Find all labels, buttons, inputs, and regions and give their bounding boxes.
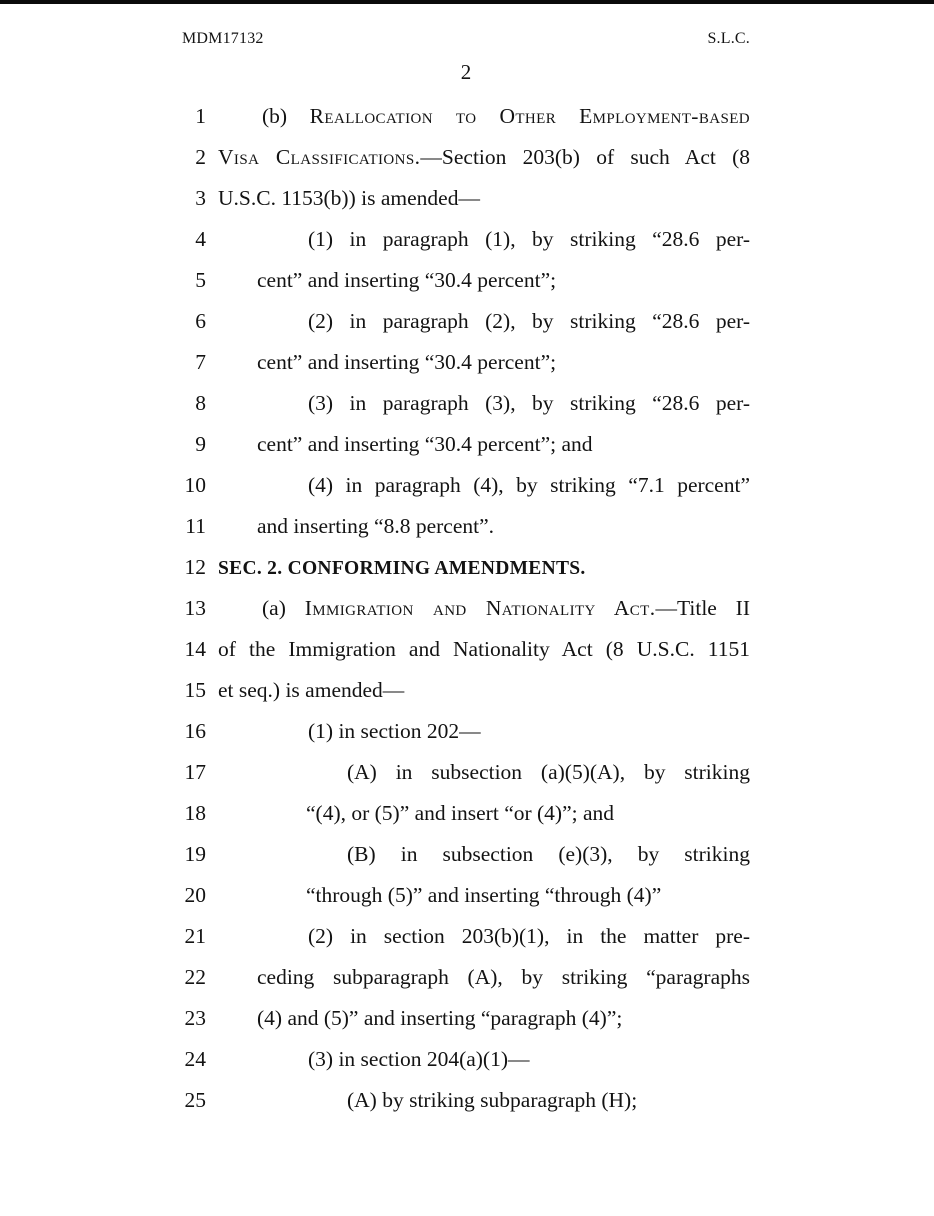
line-number: 7 (195, 350, 206, 374)
body-text: “(4), or (5)” and insert “or (4)”; and (306, 801, 615, 825)
line-text (257, 424, 750, 465)
body-text: (2) in paragraph (2), by striking “28.6 per- (308, 309, 750, 333)
line-number: 22 (184, 965, 206, 989)
bill-line (182, 383, 750, 424)
body-text: cent” and inserting “30.4 percent”; and (257, 432, 593, 456)
section-heading-text: SEC. 2. CONFORMING AMENDMENTS. (218, 558, 586, 579)
line-text (218, 178, 750, 219)
line-number: 6 (195, 309, 206, 333)
bill-line (182, 998, 750, 1039)
office-code: S.L.C. (707, 30, 750, 47)
bill-line (182, 342, 750, 383)
line-text (308, 916, 750, 957)
line-text (306, 875, 750, 916)
line-number: 5 (195, 268, 206, 292)
document-code: MDM17132 (182, 30, 264, 47)
body-text: “through (5)” and inserting “through (4)” (306, 883, 662, 907)
body-text: (B) in subsection (e)(3), by striking (347, 842, 750, 866)
line-text (257, 260, 750, 301)
line-number: 4 (195, 227, 206, 251)
body-text: cent” and inserting “30.4 percent”; (257, 268, 557, 292)
body-text: et seq.) is amended— (218, 678, 405, 702)
line-number: 11 (185, 514, 206, 538)
line-text (218, 629, 750, 670)
bill-line (182, 506, 750, 547)
line-number: 23 (184, 1006, 206, 1030)
body-text: U.S.C. 1153(b)) is amended— (218, 186, 480, 210)
bill-line (182, 424, 750, 465)
line-number: 16 (184, 719, 206, 743)
line-number: 17 (184, 760, 206, 784)
line-text (257, 998, 750, 1039)
body-text: (1) in section 202— (308, 719, 481, 743)
bill-line (182, 260, 750, 301)
line-text (308, 1039, 750, 1080)
line-number: 20 (184, 883, 206, 907)
bill-line (182, 301, 750, 342)
bill-line (182, 178, 750, 219)
page-top-edge-bar (0, 0, 934, 4)
line-number: 19 (184, 842, 206, 866)
bill-line (182, 752, 750, 793)
body-text: (4) and (5)” and inserting “paragraph (4)”; (257, 1006, 623, 1030)
line-number: 25 (184, 1088, 206, 1112)
line-text (347, 834, 750, 875)
body-text: ceding subparagraph (A), by striking “paragraphs (257, 965, 750, 989)
line-text (262, 588, 750, 629)
line-number: 18 (184, 801, 206, 825)
line-text (262, 96, 750, 137)
line-text (218, 670, 750, 711)
bill-line (182, 916, 750, 957)
line-number: 13 (184, 596, 206, 620)
body-text: (4) in paragraph (4), by striking “7.1 percent” (308, 473, 750, 497)
line-text (308, 711, 750, 752)
line-text (257, 506, 750, 547)
body-text: —Section 203(b) of such Act (8 (420, 145, 750, 169)
line-number: 2 (195, 145, 206, 169)
line-number: 24 (184, 1047, 206, 1071)
bill-line (182, 1080, 750, 1121)
bill-line (182, 834, 750, 875)
bill-line (182, 875, 750, 916)
body-text: (2) in section 203(b)(1), in the matter pre- (308, 924, 750, 948)
line-number: 9 (195, 432, 206, 456)
bill-line (182, 219, 750, 260)
line-number: 10 (184, 473, 206, 497)
bill-line (182, 1039, 750, 1080)
small-caps-text: Reallocation to Other Employment-based (309, 104, 750, 128)
line-text (218, 137, 750, 178)
line-number: 15 (184, 678, 206, 702)
bill-line (182, 588, 750, 629)
small-caps-text: Immigration and Nationality Act. (304, 596, 656, 620)
bill-text-body (182, 96, 750, 1121)
bill-line (182, 96, 750, 137)
bill-line (182, 465, 750, 506)
line-text (308, 465, 750, 506)
body-text: and inserting “8.8 percent”. (257, 514, 495, 538)
body-text: cent” and inserting “30.4 percent”; (257, 350, 557, 374)
bill-line (182, 793, 750, 834)
line-text (257, 957, 750, 998)
small-caps-text: Visa Classifications. (218, 145, 421, 169)
line-number: 14 (184, 637, 206, 661)
bill-line (182, 670, 750, 711)
bill-line (182, 957, 750, 998)
line-number: 12 (184, 555, 206, 579)
line-number: 8 (195, 391, 206, 415)
body-text: (3) in section 204(a)(1)— (308, 1047, 530, 1071)
line-text (347, 1080, 750, 1121)
bill-line (182, 711, 750, 752)
line-text (308, 383, 750, 424)
line-text (347, 752, 750, 793)
body-text: (3) in paragraph (3), by striking “28.6 per- (308, 391, 750, 415)
body-text: of the Immigration and Nationality Act (8 U.S.C. 1151 (218, 637, 750, 661)
body-text: (b) (262, 104, 310, 128)
line-number: 3 (195, 186, 206, 210)
body-text: (A) by striking subparagraph (H); (347, 1088, 638, 1112)
body-text: (1) in paragraph (1), by striking “28.6 per- (308, 227, 750, 251)
body-text: —Title II (655, 596, 750, 620)
line-number: 21 (184, 924, 206, 948)
line-text (257, 342, 750, 383)
bill-line (182, 137, 750, 178)
bill-line (182, 547, 750, 588)
page-number: 2 (460, 60, 472, 84)
line-text (308, 301, 750, 342)
body-text: (a) (262, 596, 305, 620)
line-number: 1 (195, 104, 206, 128)
body-text: (A) in subsection (a)(5)(A), by striking (347, 760, 750, 784)
doc-lines (182, 96, 750, 1121)
line-text (306, 793, 750, 834)
line-text (218, 547, 750, 589)
line-text (308, 219, 750, 260)
bill-line (182, 629, 750, 670)
